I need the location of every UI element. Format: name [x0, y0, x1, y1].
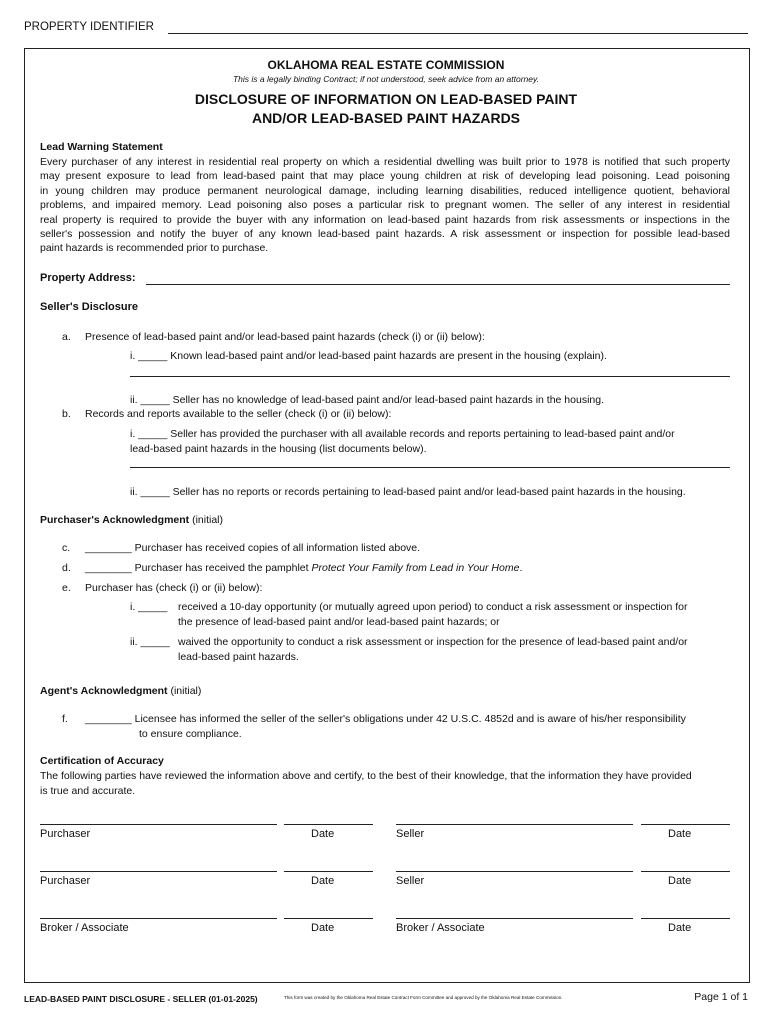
signature-label: Seller [396, 828, 425, 840]
property-address-label: Property Address: [40, 272, 136, 284]
broker-date-line[interactable] [284, 918, 373, 919]
warning-line: problems, and impaired memory. Lead poisoning also poses a particular risk to pregnant women. The seller of any interest in residential [40, 199, 730, 212]
signature-label: Seller [396, 875, 425, 887]
explain-line[interactable] [130, 376, 730, 377]
page-title-line2: AND/OR LEAD-BASED PAINT HAZARDS [251, 110, 521, 126]
item-letter: c. [62, 542, 71, 554]
warning-title: Lead Warning Statement [40, 141, 163, 153]
property-identifier-label: PROPERTY IDENTIFIER [24, 21, 154, 33]
page-number: Page 1 of 1 [694, 991, 748, 1003]
broker-signature-line[interactable] [40, 918, 277, 919]
purchaser-item-c[interactable]: ________ Purchaser has received copies of all information listed above. [85, 542, 421, 554]
form-note: This form was created by the Oklahoma Real Estate Contract Form Committee and approved by the Oklahoma Real Estate Commission. [284, 995, 563, 1000]
legal-notice: This is a legally binding Contract; if not understood, seek advice from an attorney. [232, 74, 539, 84]
purchaser-signature-line[interactable] [40, 824, 277, 825]
purchaser-date-line[interactable] [284, 824, 373, 825]
date-label: Date [668, 875, 692, 887]
agent-item-f[interactable]: ________ Licensee has informed the seller of the seller's obligations under 42 U.S.C. 4852d and is aware of his/her responsibility [85, 713, 686, 725]
seller-date-line[interactable] [641, 871, 730, 872]
warning-line: real property is required to provide the buyer with any information on lead-based paint hazards from risk assessments or inspections in the [40, 213, 730, 226]
purchaser-e-i-text-cont: the presence of lead-based paint and/or lead-based paint hazards; or [178, 616, 500, 628]
purchaser-date-line[interactable] [284, 871, 373, 872]
item-letter: b. [62, 408, 71, 420]
seller-a-i-option[interactable]: i. _____ Known lead-based paint and/or lead-based paint hazards are present in the housing (explain). [130, 350, 607, 362]
purchaser-item-e: Purchaser has (check (i) or (ii) below): [85, 582, 263, 594]
certification-text-cont: is true and accurate. [40, 785, 136, 797]
purchaser-item-d[interactable]: ________ Purchaser has received the pamphlet Protect Your Family from Lead in Your Home. [85, 562, 523, 574]
item-letter: d. [62, 562, 71, 574]
seller-b-i-option[interactable]: i. _____ Seller has provided the purchaser with all available records and reports pertaining to lead-based paint and/or [130, 428, 675, 440]
form-name: LEAD-BASED PAINT DISCLOSURE - SELLER (01-01-2025) [24, 994, 258, 1004]
seller-signature-line[interactable] [396, 871, 633, 872]
signature-label: Purchaser [40, 875, 91, 887]
purchaser-e-ii-text-cont: lead-based paint hazards. [178, 651, 299, 663]
item-letter: a. [62, 331, 71, 343]
commission-name: OKLAHOMA REAL ESTATE COMMISSION [267, 58, 505, 72]
purchaser-e-ii-option[interactable]: ii. _____ [130, 636, 170, 648]
date-label: Date [311, 828, 335, 840]
warning-line: Every purchaser of any interest in residential real property on which a residential dwelling was built prior to 1978 is notified that such property [40, 156, 730, 168]
documents-line[interactable] [130, 467, 730, 468]
item-letter: e. [62, 582, 71, 594]
purchaser-e-ii-text: waived the opportunity to conduct a risk assessment or inspection for the presence of lead-based paint and/or [178, 636, 688, 648]
agent-ack-title: Agent's Acknowledgment (initial) [40, 685, 202, 697]
seller-b-ii-option[interactable]: ii. _____ Seller has no reports or records pertaining to lead-based paint and/or lead-based paint hazards in the housing. [130, 486, 686, 498]
certification-text: The following parties have reviewed the information above and certify, to the best of their knowledge, that the information they have provided [40, 770, 692, 782]
agent-item-f-cont: to ensure compliance. [139, 728, 242, 740]
signature-label: Broker / Associate [40, 922, 129, 934]
broker-signature-line[interactable] [396, 918, 633, 919]
signature-label: Purchaser [40, 828, 91, 840]
purchaser-e-i-text: received a 10-day opportunity (or mutually agreed upon period) to conduct a risk assessment or inspection for [178, 601, 688, 613]
signature-label: Broker / Associate [396, 922, 485, 934]
purchaser-signature-line[interactable] [40, 871, 277, 872]
property-address-field[interactable] [146, 284, 730, 285]
purchaser-e-i-option[interactable]: i. _____ [130, 601, 168, 613]
purchaser-ack-title: Purchaser's Acknowledgment (initial) [40, 514, 223, 526]
date-label: Date [311, 922, 335, 934]
seller-item-a: Presence of lead-based paint and/or lead-based paint hazards (check (i) or (ii) below): [85, 331, 485, 343]
date-label: Date [668, 828, 692, 840]
warning-line: paint hazards is recommended prior to purchase. [40, 242, 269, 255]
warning-line: may present exposure to lead from lead-based paint that may place young children at risk of developing lead poisoning. Lead poisoning [40, 170, 730, 183]
seller-item-b: Records and reports available to the seller (check (i) or (ii) below): [85, 408, 392, 420]
seller-a-ii-option[interactable]: ii. _____ Seller has no knowledge of lead-based paint and/or lead-based paint hazards in the housing. [130, 394, 604, 406]
seller-disclosure-title: Seller's Disclosure [40, 301, 139, 313]
seller-signature-line[interactable] [396, 824, 633, 825]
property-identifier-field[interactable] [168, 33, 748, 34]
page-title-line1: DISCLOSURE OF INFORMATION ON LEAD-BASED PAINT [194, 91, 578, 107]
warning-line: in young children may produce permanent neurological damage, including learning disabilities, reduced intelligence quotient, behavioral [40, 184, 730, 197]
date-label: Date [311, 875, 335, 887]
seller-b-i-option-cont: lead-based paint hazards in the housing (list documents below). [130, 443, 427, 455]
item-letter: f. [62, 713, 68, 725]
date-label: Date [668, 922, 692, 934]
warning-line: seller's possession and notify the buyer of any known lead-based paint hazards. A risk assessment or inspection for possible lead-based [40, 228, 730, 240]
seller-date-line[interactable] [641, 824, 730, 825]
broker-date-line[interactable] [641, 918, 730, 919]
certification-title: Certification of Accuracy [40, 755, 164, 767]
